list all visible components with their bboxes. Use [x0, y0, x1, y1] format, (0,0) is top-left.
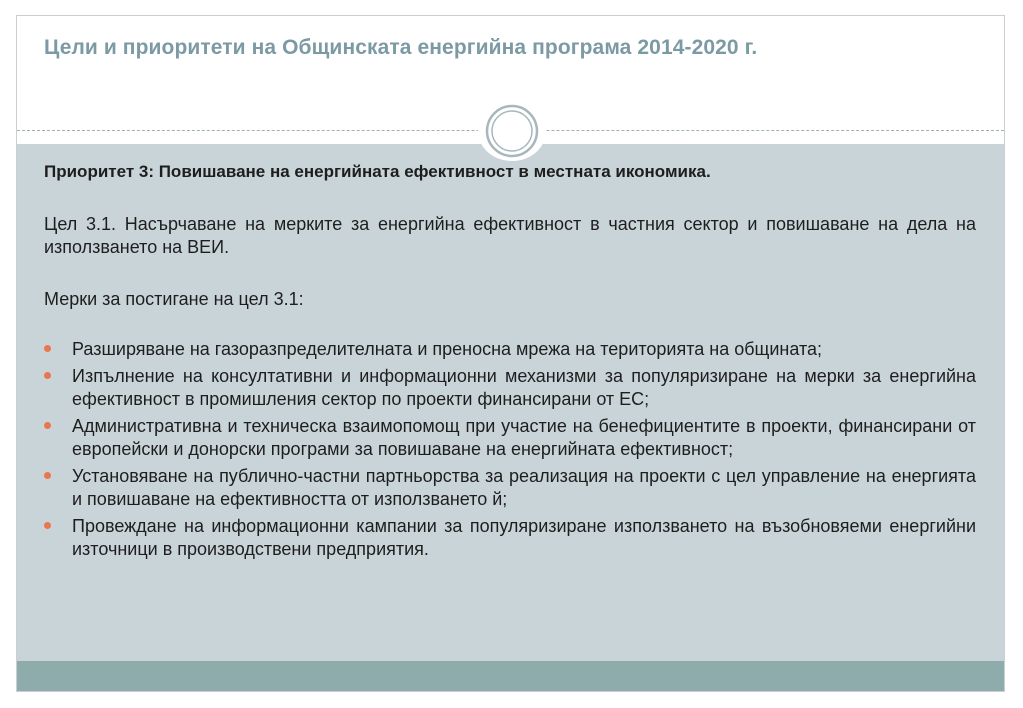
bullet-icon: [44, 372, 51, 379]
bullet-icon: [44, 422, 51, 429]
measures-list: [44, 338, 976, 561]
list-item-text: Провеждане на информационни кампании за популяризиране използването на възобновяеми енергийни източници в производствени предприятия.: [72, 516, 976, 559]
list-item: [44, 338, 976, 361]
list-item-text: Установяване на публично-частни партньорства за реализация на проекти с цел управление на енергията и повишаване на ефективността от използването й;: [72, 466, 976, 509]
slide-body: [44, 160, 976, 565]
priority-heading: Приоритет 3: Повишаване на енергийната ефективност в местната икономика.: [44, 162, 711, 181]
bullet-icon: [44, 472, 51, 479]
goal-text: Цел 3.1. Насърчаване на мерките за енергийна ефективност в частния сектор и повишаване на дела на използването на ВЕИ.: [44, 214, 976, 257]
list-item-text: Изпълнение на консултативни и информационни механизми за популяризиране на мерки за енергийна ефективност в промишления сектор по проекти финансирани от ЕС;: [72, 366, 976, 409]
list-item: [44, 415, 976, 461]
measures-heading: Мерки за постигане на цел 3.1:: [44, 289, 304, 309]
list-item: [44, 515, 976, 561]
list-item: [44, 365, 976, 411]
slide-title: Цели и приоритети на Общинската енергийна програма 2014-2020 г.: [44, 36, 758, 59]
list-item-text: Разширяване на газоразпределителната и преносна мрежа на територията на общината;: [72, 339, 823, 359]
bullet-icon: [44, 345, 51, 352]
circle-ornament-icon: [477, 100, 547, 162]
list-item-text: Административна и техническа взаимопомощ при участие на бенефициентите в проекти, финансирани от европейски и донорски програми за повишаване на енергийната ефективност;: [72, 416, 976, 459]
list-item: [44, 465, 976, 511]
bullet-icon: [44, 522, 51, 529]
footer-band: [17, 661, 1004, 691]
